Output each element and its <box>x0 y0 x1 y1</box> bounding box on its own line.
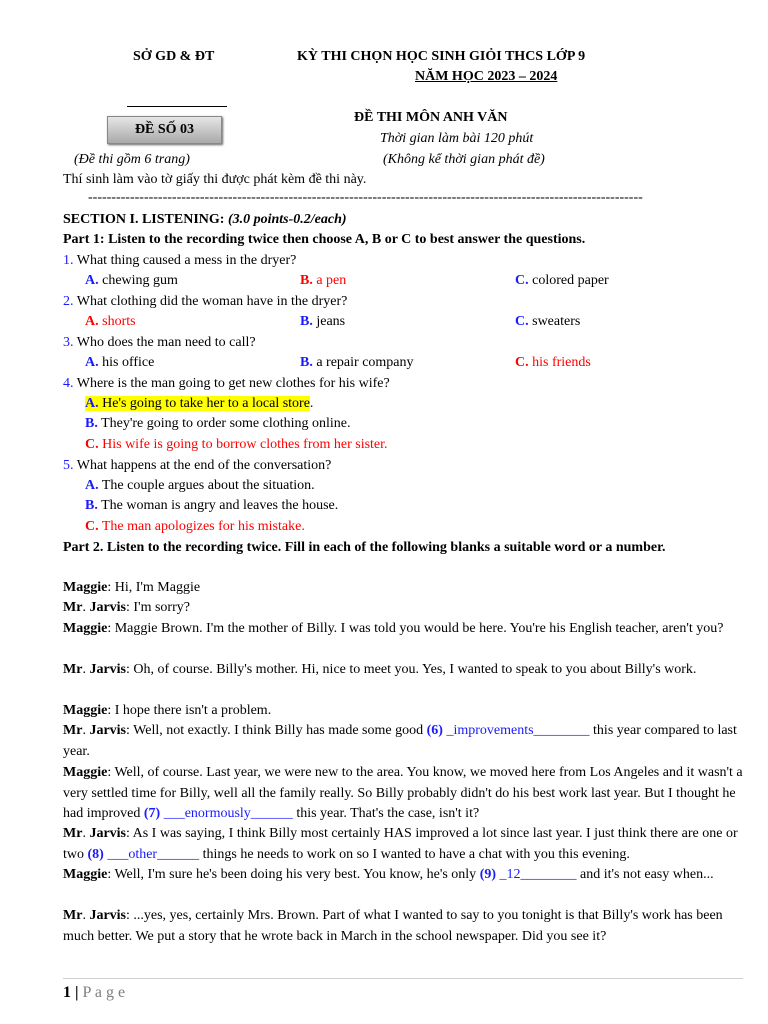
exclusion-note: (Không kể thời gian phát đề) <box>383 152 545 167</box>
question-text: What clothing did the woman have in the dryer? <box>76 294 348 309</box>
time-limit: Thời gian làm bài 120 phút <box>380 131 534 146</box>
option-a: A. The couple argues about the situation. <box>85 478 315 493</box>
option-b: B. They're going to order some clothing online. <box>85 416 351 431</box>
subject-title: ĐỀ THI MÔN ANH VĂN <box>354 110 508 125</box>
page-label: P a g e <box>82 984 126 1001</box>
question-number: 1. <box>63 253 74 268</box>
instruction-text: Thí sinh làm vào tờ giấy thi được phát kèm đề thi này. <box>63 172 367 187</box>
option-b: B. a pen <box>300 273 347 288</box>
pages-note: (Đề thi gồm 6 trang) <box>74 152 190 167</box>
question-text: Who does the man need to call? <box>76 335 256 350</box>
blank-8-number: (8) <box>87 846 104 862</box>
question-number: 5. <box>63 458 74 473</box>
dashed-separator: ----------------------------------------------------------------------------------------------------------------------- <box>88 190 643 205</box>
blank-7-answer: ___enormously______ <box>160 806 293 821</box>
blank-7-number: (7) <box>143 806 161 821</box>
option-a: A. his office <box>85 355 155 370</box>
question-text: Where is the man going to get new clothes for his wife? <box>76 376 390 391</box>
section-points: (3.0 points-0.2/each) <box>227 212 347 227</box>
option-c: C. his friends <box>515 355 591 370</box>
blank-9-answer: _12________ <box>496 867 577 882</box>
blank-6-number: (6) <box>426 723 443 738</box>
dialogue-line: Maggie: Maggie Brown. I'm the mother of Billy. I was told you would be here. You're his English teacher, aren't you? <box>63 621 724 636</box>
school-year: NĂM HỌC 2023 – 2024 <box>415 69 558 84</box>
blank-6-answer: _improvements________ <box>442 723 590 738</box>
dialogue-line: Maggie: Hi, I'm Maggie <box>63 580 201 595</box>
question-4 <box>63 374 743 395</box>
question-number: 2. <box>63 294 74 309</box>
option-c: C. His wife is going to borrow clothes from her sister. <box>85 437 388 452</box>
exam-title: KỲ THI CHỌN HỌC SINH GIỎI THCS LỚP 9 <box>297 49 586 64</box>
option-c: C. The man apologizes for his mistake. <box>85 519 305 534</box>
page-separator: | <box>75 984 79 1001</box>
page-footer <box>63 983 125 1003</box>
question-text: What thing caused a mess in the dryer? <box>76 253 297 268</box>
question-number: 4. <box>63 376 74 391</box>
question-5 <box>63 456 743 477</box>
dialogue-line: Mr. Jarvis: Oh, of course. Billy's mother. Hi, nice to meet you. Yes, I wanted to speak to you about Billy's work. <box>63 662 697 677</box>
blank-8-answer: ___other______ <box>103 846 200 862</box>
dialogue-line: Mr. Jarvis: Well, not exactly. I think Billy has made some good (6) _improvements________ this year compared to last year. <box>63 723 737 759</box>
department-label: SỞ GD & ĐT <box>133 49 215 64</box>
question-number: 3. <box>63 335 74 350</box>
dialogue-line: Maggie: Well, I'm sure he's been doing his very best. You know, he's only (9) _12________ and it's not easy when... <box>63 867 714 882</box>
option-c: C. colored paper <box>515 273 609 288</box>
part2-instruction: Part 2. Listen to the recording twice. Fill in each of the following blanks a suitable word or a number. <box>63 540 666 555</box>
option-b: B. jeans <box>300 314 346 329</box>
dialogue-line: Maggie: Well, of course. Last year, we were new to the area. You know, we moved here from Los Angeles and it wasn't a very settled time for Billy, well all the family really. So Billy probably didn't do his best work last year. But I thought he had improved (7) ___enormously______ this year. That's the case, isn't it? <box>63 765 743 821</box>
divider-line <box>127 106 227 107</box>
dialogue-line: Maggie: I hope there isn't a problem. <box>63 703 272 718</box>
exam-code-badge: ĐỀ SỐ 03 <box>107 116 222 144</box>
section-title: SECTION I. LISTENING: <box>63 212 225 227</box>
option-a: A. chewing gum <box>85 273 178 288</box>
option-c: C. sweaters <box>515 314 581 329</box>
option-b: B. The woman is angry and leaves the house. <box>85 498 339 513</box>
blank-9-number: (9) <box>479 867 497 882</box>
question-3 <box>63 333 743 354</box>
option-a: A. He's going to take her to a local store. <box>85 396 314 411</box>
question-text: What happens at the end of the conversation? <box>76 458 332 473</box>
dialogue-line: Mr. Jarvis: As I was saying, I think Billy most certainly HAS improved a lot since last year. I just think there are one or two (8) ___other______ things he needs to work on so I wanted to have a chat with you this evening. <box>63 826 738 862</box>
footer-divider <box>63 978 743 979</box>
question-1 <box>63 251 743 272</box>
section-heading <box>63 210 743 231</box>
part1-instruction: Part 1: Listen to the recording twice then choose A, B or C to best answer the questions. <box>63 232 586 247</box>
option-b: B. a repair company <box>300 355 414 370</box>
dialogue-line: Mr. Jarvis: ...yes, yes, certainly Mrs. Brown. Part of what I wanted to say to you tonight is that Billy's work has been much better. We put a story that he wrote back in March in the school newspaper. Did you see it? <box>63 908 723 944</box>
page-number: 1 <box>63 984 71 1001</box>
option-a: A. shorts <box>85 314 136 329</box>
question-2 <box>63 292 743 313</box>
dialogue-line: Mr. Jarvis: I'm sorry? <box>63 600 190 615</box>
